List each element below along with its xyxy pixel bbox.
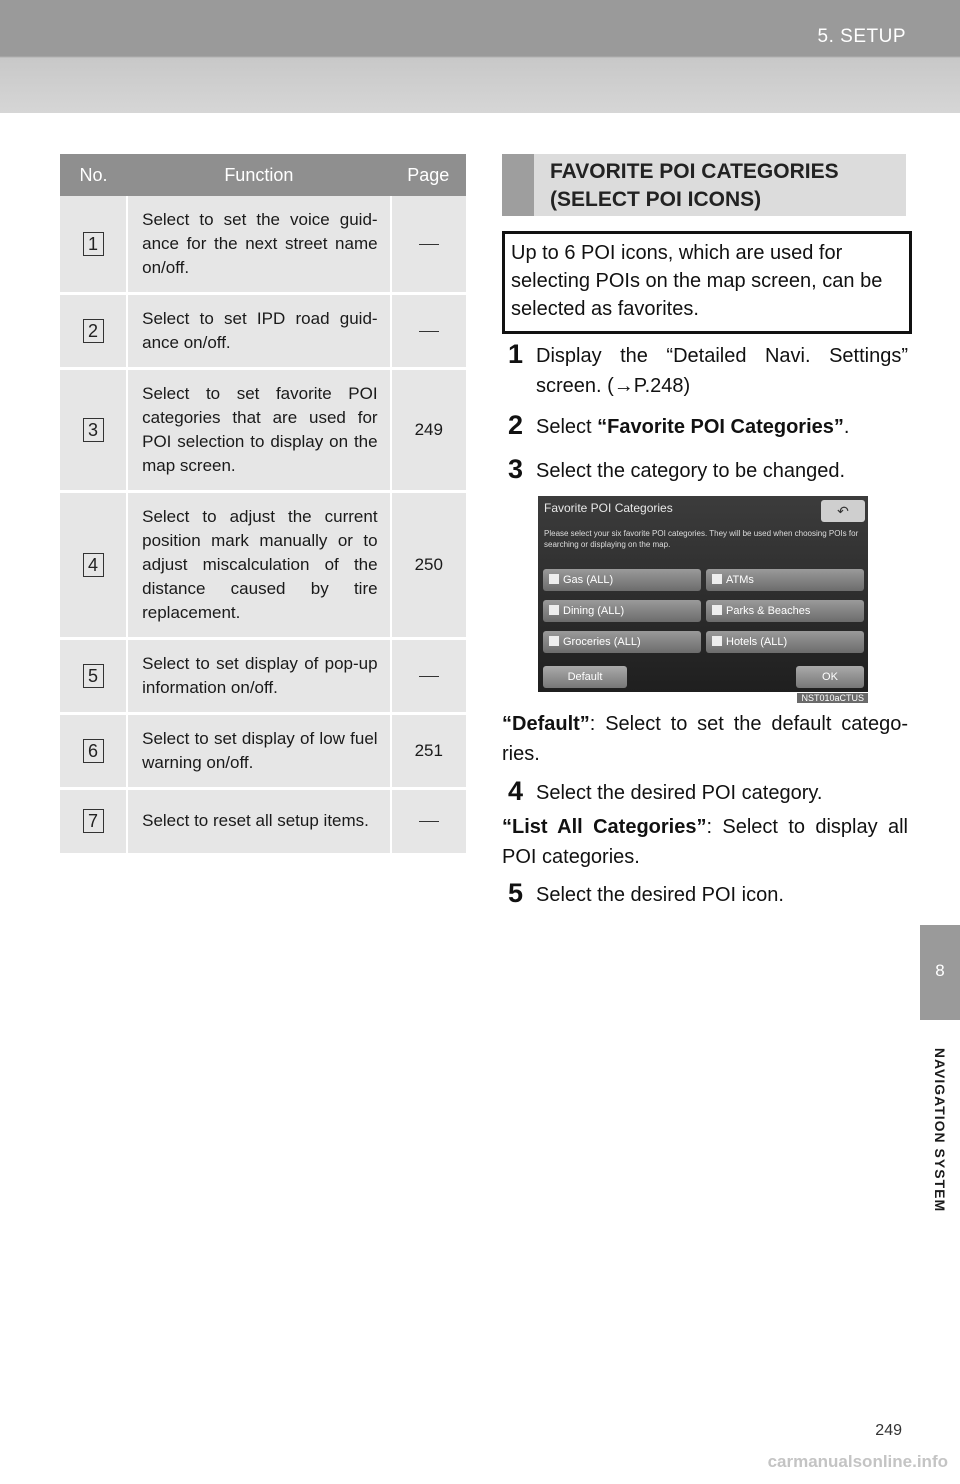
- category-icon: [549, 605, 559, 615]
- info-box: Up to 6 POI icons, which are used for selecting POIs on the map screen, can be selected as favorites.: [502, 231, 912, 334]
- back-button[interactable]: ↶: [821, 500, 865, 522]
- function-text: Select to set display of low fuel warning on/off.: [127, 714, 390, 789]
- header-function: Function: [127, 154, 390, 196]
- step-text: Select “Favorite POI Categories”.: [536, 416, 850, 438]
- table-row: [60, 369, 466, 492]
- heading-line-2: (SELECT POI ICONS): [550, 188, 762, 211]
- section-heading: [502, 154, 906, 216]
- category-button[interactable]: Hotels (ALL): [706, 631, 864, 653]
- screen-illustration: [538, 496, 868, 703]
- number-box: 4: [83, 553, 104, 577]
- step-number: 2: [508, 410, 524, 440]
- heading-line-1: FAVORITE POI CATEGORIES: [550, 160, 839, 183]
- step-5: [508, 880, 908, 910]
- keyword: “List All Categories”: [502, 816, 707, 838]
- step-1: [508, 341, 908, 401]
- page-ref: 250: [391, 492, 466, 639]
- function-text: Select to reset all setup items.: [127, 789, 390, 853]
- category-icon: [712, 605, 722, 615]
- chapter-label: [926, 1022, 954, 1272]
- list-all-note: [502, 812, 908, 872]
- category-button[interactable]: Dining (ALL): [543, 600, 701, 622]
- category-button[interactable]: Groceries (ALL): [543, 631, 701, 653]
- number-box: 7: [83, 809, 104, 833]
- ok-button[interactable]: OK: [796, 666, 864, 688]
- category-button[interactable]: Gas (ALL): [543, 569, 701, 591]
- dash-mark: [419, 821, 439, 822]
- category-icon: [549, 574, 559, 584]
- step-2: [508, 412, 908, 442]
- number-box: 3: [83, 418, 104, 442]
- watermark: carmanualsonline.info: [767, 1452, 948, 1471]
- category-button[interactable]: Parks & Beaches: [706, 600, 864, 622]
- dash-mark: [419, 331, 439, 332]
- step-text: Select the desired POI icon.: [536, 884, 784, 906]
- function-text: Select to adjust the current position mark manually or to adjust miscalculation of the distance caused by tire replacement.: [127, 492, 390, 639]
- function-text: Select to set favorite POI categories that are used for POI selection to display on the map screen.: [127, 369, 390, 492]
- table-row: [60, 639, 466, 714]
- page-ref: 249: [391, 369, 466, 492]
- heading-bar: [502, 154, 534, 216]
- dash-mark: [419, 676, 439, 677]
- default-note: [502, 709, 908, 769]
- function-text: Select to set the voice guid-ance for the next street name on/off.: [127, 196, 390, 294]
- step-number: 4: [508, 776, 524, 806]
- step-text: Select the category to be changed.: [536, 460, 846, 482]
- table-row: [60, 196, 466, 294]
- heading-title: [550, 158, 839, 214]
- dash-mark: [419, 244, 439, 245]
- header-page: Page: [391, 154, 466, 196]
- page-number: 249: [875, 1422, 902, 1439]
- step-text: Display the “Detailed Navi. Settings” screen. (→P.248): [536, 345, 908, 397]
- table-header-row: [60, 154, 466, 196]
- category-icon: [549, 636, 559, 646]
- table-row: [60, 789, 466, 853]
- table-row: [60, 714, 466, 789]
- category-button[interactable]: ATMs: [706, 569, 864, 591]
- step-number: 1: [508, 339, 524, 369]
- default-button[interactable]: Default: [543, 666, 627, 688]
- screen-title: Favorite POI Categories: [544, 501, 673, 515]
- header-no: No.: [60, 154, 127, 196]
- step-text: Select the desired POI category.: [536, 782, 823, 804]
- page-ref: 251: [391, 714, 466, 789]
- note-text: : Select to display all POI categories.: [502, 816, 908, 868]
- chapter-number: 8: [935, 961, 945, 980]
- figure-code: NST010aCTUS: [797, 693, 868, 703]
- step-number: 3: [508, 454, 524, 484]
- table-row: [60, 294, 466, 369]
- chapter-tab: [920, 925, 960, 1020]
- section-title: 5. SETUP: [817, 26, 906, 47]
- keyword: “Favorite POI Categories”: [597, 416, 844, 438]
- function-text: Select to set display of pop-up information on/off.: [127, 639, 390, 714]
- category-icon: [712, 636, 722, 646]
- header-band: [0, 0, 960, 113]
- number-box: 6: [83, 739, 104, 763]
- screen-hint: Please select your six favorite POI categories. They will be used when choosing POIs for searching or displaying on the map.: [544, 529, 859, 549]
- note-text: : Select to set the default catego-ries.: [502, 713, 908, 765]
- table-row: [60, 492, 466, 639]
- step-number: 5: [508, 878, 524, 908]
- number-box: 1: [83, 232, 104, 256]
- chapter-label-text: NAVIGATION SYSTEM: [932, 1047, 948, 1213]
- keyword: “Default”: [502, 713, 590, 735]
- step-4: [508, 778, 908, 808]
- function-table: [60, 154, 466, 853]
- number-box: 5: [83, 664, 104, 688]
- category-icon: [712, 574, 722, 584]
- step-3: [508, 456, 908, 486]
- function-text: Select to set IPD road guid-ance on/off.: [127, 294, 390, 369]
- number-box: 2: [83, 319, 104, 343]
